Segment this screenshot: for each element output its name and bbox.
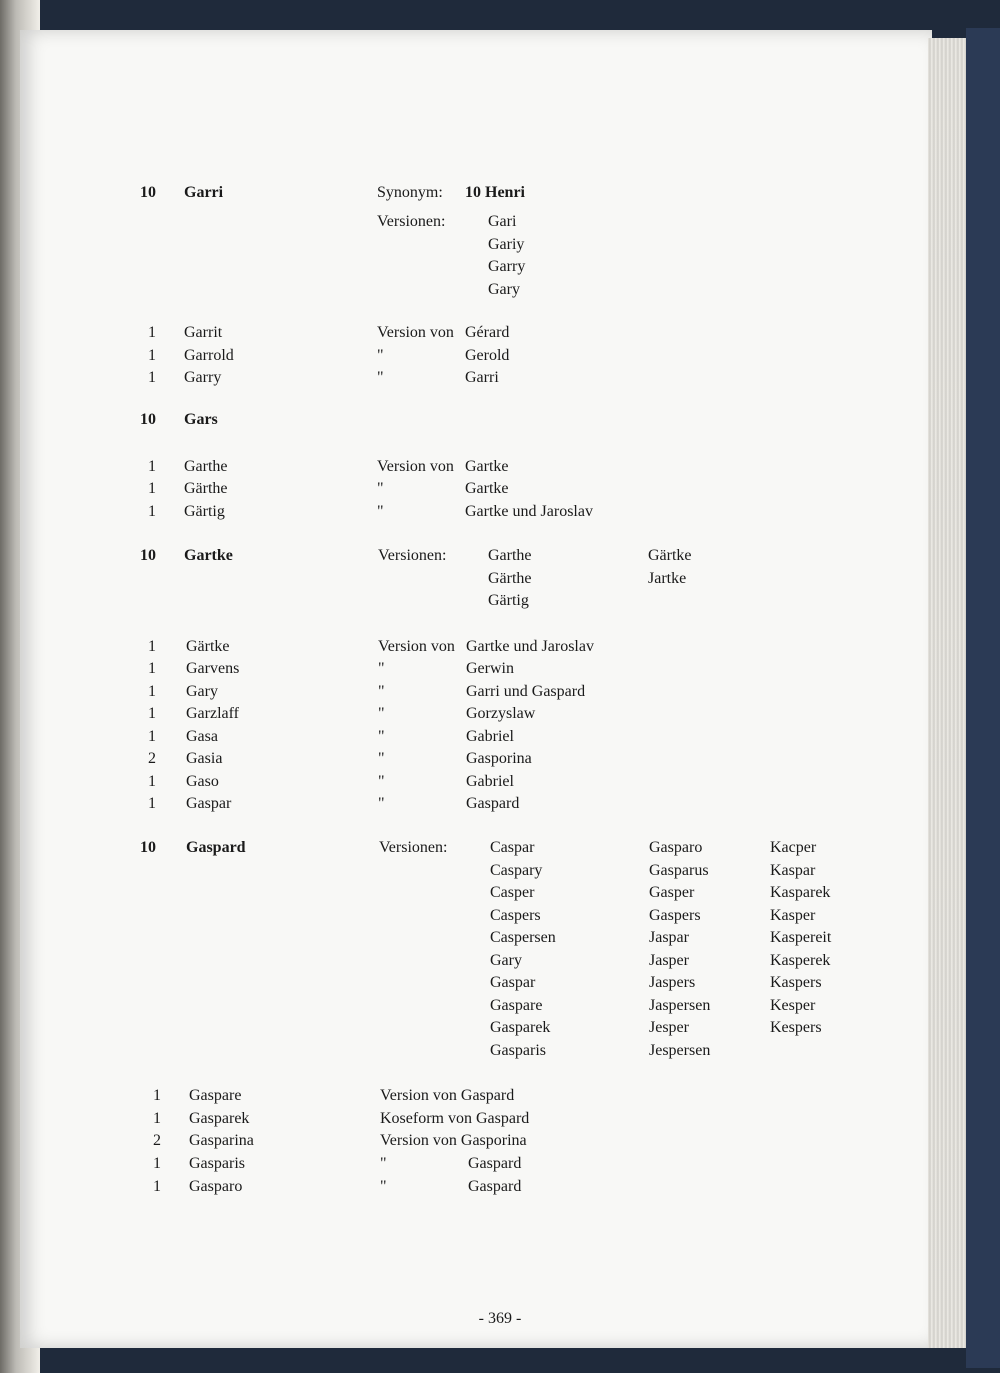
entry-relation: Synonym: (377, 184, 443, 201)
entry-relation: " (377, 347, 384, 364)
entry-value: Kaspar (770, 861, 816, 879)
entry-value: Gärthe (488, 569, 532, 587)
entry-relation: " (377, 369, 384, 386)
entry-relation: Koseform von Gaspard (380, 1110, 530, 1127)
entry-relation: Versionen: (378, 547, 447, 564)
entry-value: Jasper (649, 951, 689, 969)
entry-value: Kasperek (770, 951, 831, 969)
entry-value: Kacper (770, 839, 817, 856)
entry-name: Gars (184, 411, 218, 428)
entry-name: Gasia (186, 750, 223, 767)
entry-count: 10 (140, 839, 156, 856)
entry-name: Garri (184, 184, 224, 201)
entry-value: Gariy (488, 235, 525, 253)
entry-value: Gasparek (490, 1019, 551, 1036)
entry-relation: " (378, 728, 385, 745)
entry-name: Gaspar (186, 795, 232, 812)
entry-count: 1 (148, 705, 156, 722)
entry-name: Gasparis (189, 1155, 245, 1172)
entry-value: Gasporina (466, 750, 532, 767)
entry-value: Gartke und Jaroslav (466, 638, 594, 655)
entry-count: 1 (148, 458, 156, 475)
entry-value: Garthe (488, 547, 532, 564)
entry-count: 1 (148, 480, 156, 497)
entry-count: 1 (148, 660, 156, 677)
entry-value: Kasparek (770, 884, 831, 901)
entry-relation: " (377, 480, 384, 497)
entry-relation: " (380, 1155, 387, 1172)
entry-value: Gasparo (649, 839, 703, 856)
entry-name: Gärtke (186, 638, 230, 655)
entry-relation: " (378, 750, 385, 767)
entry-value: Gabriel (466, 728, 514, 745)
entry-count: 1 (148, 503, 156, 520)
entry-value: Caspar (490, 839, 535, 856)
entry-name: Gasparina (189, 1132, 254, 1149)
entry-value: Kaspers (770, 974, 822, 991)
entry-relation: Version von (377, 458, 454, 475)
entry-value: Gärtke (648, 547, 692, 564)
entry-relation: " (380, 1178, 387, 1195)
book-cover (966, 28, 1000, 1368)
entry-name: Gasa (186, 728, 218, 745)
entry-value: Gasparus (649, 861, 709, 879)
entry-value: Gérard (465, 324, 510, 341)
entry-value: Caspers (490, 906, 541, 924)
entry-value: 10 Henri (465, 184, 525, 201)
entry-value: Gaspard (468, 1178, 522, 1195)
entry-name: Garvens (186, 660, 240, 677)
entry-value: Kesper (770, 996, 816, 1014)
entry-value: Jaspar (649, 929, 689, 946)
entry-name: Gärtig (184, 503, 225, 520)
entry-name: Gary (186, 683, 218, 700)
entry-name: Gaso (186, 773, 219, 790)
entry-value: Jartke (648, 569, 687, 587)
entry-value: Garry (488, 258, 526, 275)
entry-count: 2 (153, 1132, 161, 1149)
entry-value: Gaspers (649, 906, 701, 924)
entry-name: Gaspard (186, 839, 246, 856)
entry-value: Jaspersen (649, 996, 711, 1014)
entry-value: Gartke (465, 480, 509, 497)
entry-count: 10 (140, 411, 156, 428)
entry-value: Caspersen (490, 929, 556, 946)
entry-count: 1 (153, 1155, 161, 1172)
entry-count: 1 (148, 324, 156, 341)
entry-count: 1 (153, 1110, 161, 1127)
entry-relation: " (378, 773, 385, 790)
entry-relation: " (378, 660, 385, 677)
entry-name: Garrold (184, 347, 234, 364)
entry-relation: Version von (377, 324, 454, 341)
entry-value: Gabriel (466, 773, 514, 790)
entry-name: Gaspare (189, 1087, 242, 1104)
entry-value: Gartke und Jaroslav (465, 503, 593, 520)
entry-value: Jespersen (649, 1041, 711, 1059)
entry-relation: Versionen: (379, 839, 448, 856)
entry-count: 10 (140, 184, 156, 201)
entry-value: Gari (488, 213, 517, 230)
entry-relation: Version von (378, 638, 455, 655)
entry-name: Gärthe (184, 480, 228, 497)
entry-value: Gerold (465, 347, 510, 364)
page-number: - 369 - (478, 1310, 522, 1327)
entry-value: Kespers (770, 1019, 822, 1036)
entry-value: Jesper (649, 1019, 689, 1036)
entry-value: Gerwin (466, 660, 514, 677)
entry-value: Gary (488, 280, 520, 298)
entry-name: Garthe (184, 458, 228, 475)
entry-value: Gaspare (490, 996, 543, 1014)
entry-value: Gärtig (488, 592, 529, 609)
entry-value: Gary (490, 951, 522, 969)
entry-count: 1 (148, 347, 156, 364)
entry-name: Gasparek (189, 1110, 250, 1127)
entry-relation: " (378, 705, 385, 722)
entry-value: Gasper (649, 884, 695, 901)
entry-relation: Version von Gaspard (380, 1087, 515, 1104)
entry-relation: Versionen: (377, 213, 446, 230)
entry-value: Gaspard (468, 1155, 522, 1172)
entry-count: 1 (153, 1178, 161, 1195)
entry-name: Garry (184, 369, 222, 386)
entry-relation: " (377, 503, 384, 520)
entry-count: 2 (148, 750, 156, 767)
entry-name: Garzlaff (186, 705, 239, 722)
entry-value: Gaspar (490, 974, 536, 991)
entry-value: Gaspard (466, 795, 520, 812)
entry-name: Garrit (184, 324, 223, 341)
entry-value: Garri und Gaspard (466, 683, 586, 700)
entry-count: 1 (148, 773, 156, 790)
entry-relation: " (378, 795, 385, 812)
entry-count: 10 (140, 547, 156, 564)
entry-value: Gartke (465, 458, 509, 475)
entry-value: Kasper (770, 906, 816, 924)
entry-count: 1 (148, 683, 156, 700)
entry-value: Jaspers (649, 974, 696, 991)
entry-count: 1 (153, 1087, 161, 1104)
entry-count: 1 (148, 728, 156, 745)
entry-name: Gasparo (189, 1178, 243, 1195)
entry-count: 1 (148, 369, 156, 386)
entry-value: Gasparis (490, 1041, 546, 1059)
entry-count: 1 (148, 638, 156, 655)
entry-count: 1 (148, 795, 156, 812)
entry-relation: Version von Gasporina (380, 1132, 527, 1149)
entry-value: Caspary (490, 861, 543, 879)
entry-value: Casper (490, 884, 535, 901)
entry-value: Gorzyslaw (466, 705, 536, 722)
entry-value: Kaspereit (770, 929, 832, 946)
entry-relation: " (378, 683, 385, 700)
entry-value: Garri (465, 369, 499, 386)
entry-name: Gartke (184, 547, 233, 564)
